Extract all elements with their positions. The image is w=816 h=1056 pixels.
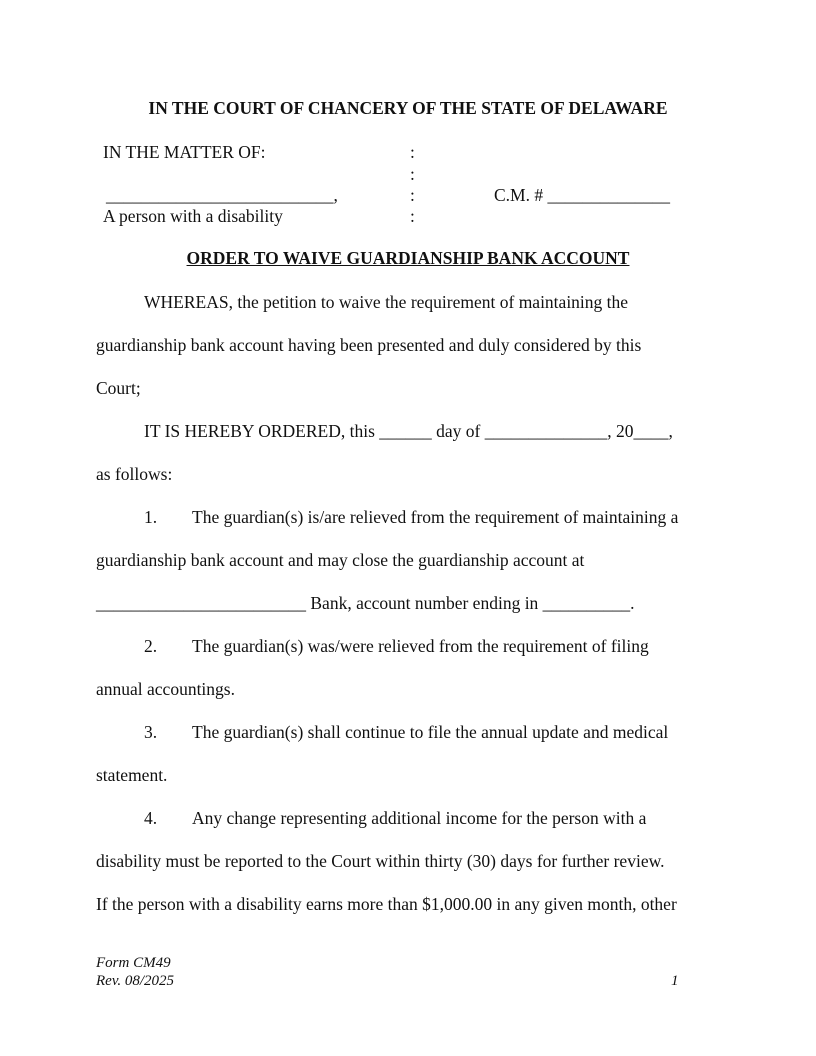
item-line: annual accountings.	[96, 679, 235, 699]
caption-colon: :	[410, 206, 415, 226]
ordered-line: as follows:	[96, 464, 173, 484]
item-number: 2.	[144, 636, 158, 656]
item-line: ________________________ Bank, account number ending in __________.	[96, 593, 635, 613]
whereas-line: Court;	[96, 378, 141, 398]
person-name-blank: __________________________,	[106, 185, 338, 205]
form-number: Form CM49	[96, 955, 171, 971]
ordered-line: IT IS HEREBY ORDERED, this ______ day of ______________, 20____,	[144, 421, 673, 441]
order-title: ORDER TO WAIVE GUARDIANSHIP BANK ACCOUNT	[186, 248, 630, 268]
caption-colon: :	[410, 142, 415, 162]
caption-colon: :	[410, 185, 415, 205]
page-number: 1	[671, 973, 679, 989]
matter-label: IN THE MATTER OF:	[103, 142, 266, 162]
item-line: The guardian(s) is/are relieved from the requirement of maintaining a	[192, 507, 679, 527]
whereas-line: guardianship bank account having been presented and duly considered by this	[96, 335, 642, 355]
item-number: 3.	[144, 722, 158, 742]
cm-number-field: C.M. # ______________	[494, 185, 670, 205]
item-line: disability must be reported to the Court within thirty (30) days for further review.	[96, 851, 665, 871]
caption-colon: :	[410, 164, 415, 184]
item-line: The guardian(s) was/were relieved from the requirement of filing	[192, 636, 649, 656]
form-revision: Rev. 08/2025	[96, 973, 175, 989]
item-line: guardianship bank account and may close the guardianship account at	[96, 550, 585, 570]
item-line: statement.	[96, 765, 168, 785]
item-line: The guardian(s) shall continue to file the annual update and medical	[192, 722, 669, 742]
court-heading: IN THE COURT OF CHANCERY OF THE STATE OF DELAWARE	[148, 98, 668, 118]
person-label: A person with a disability	[103, 206, 283, 226]
item-number: 4.	[144, 808, 158, 828]
item-line: If the person with a disability earns more than $1,000.00 in any given month, other	[96, 894, 677, 914]
item-line: Any change representing additional income for the person with a	[192, 808, 647, 828]
item-number: 1.	[144, 507, 158, 527]
whereas-line: WHEREAS, the petition to waive the requirement of maintaining the	[144, 292, 629, 312]
